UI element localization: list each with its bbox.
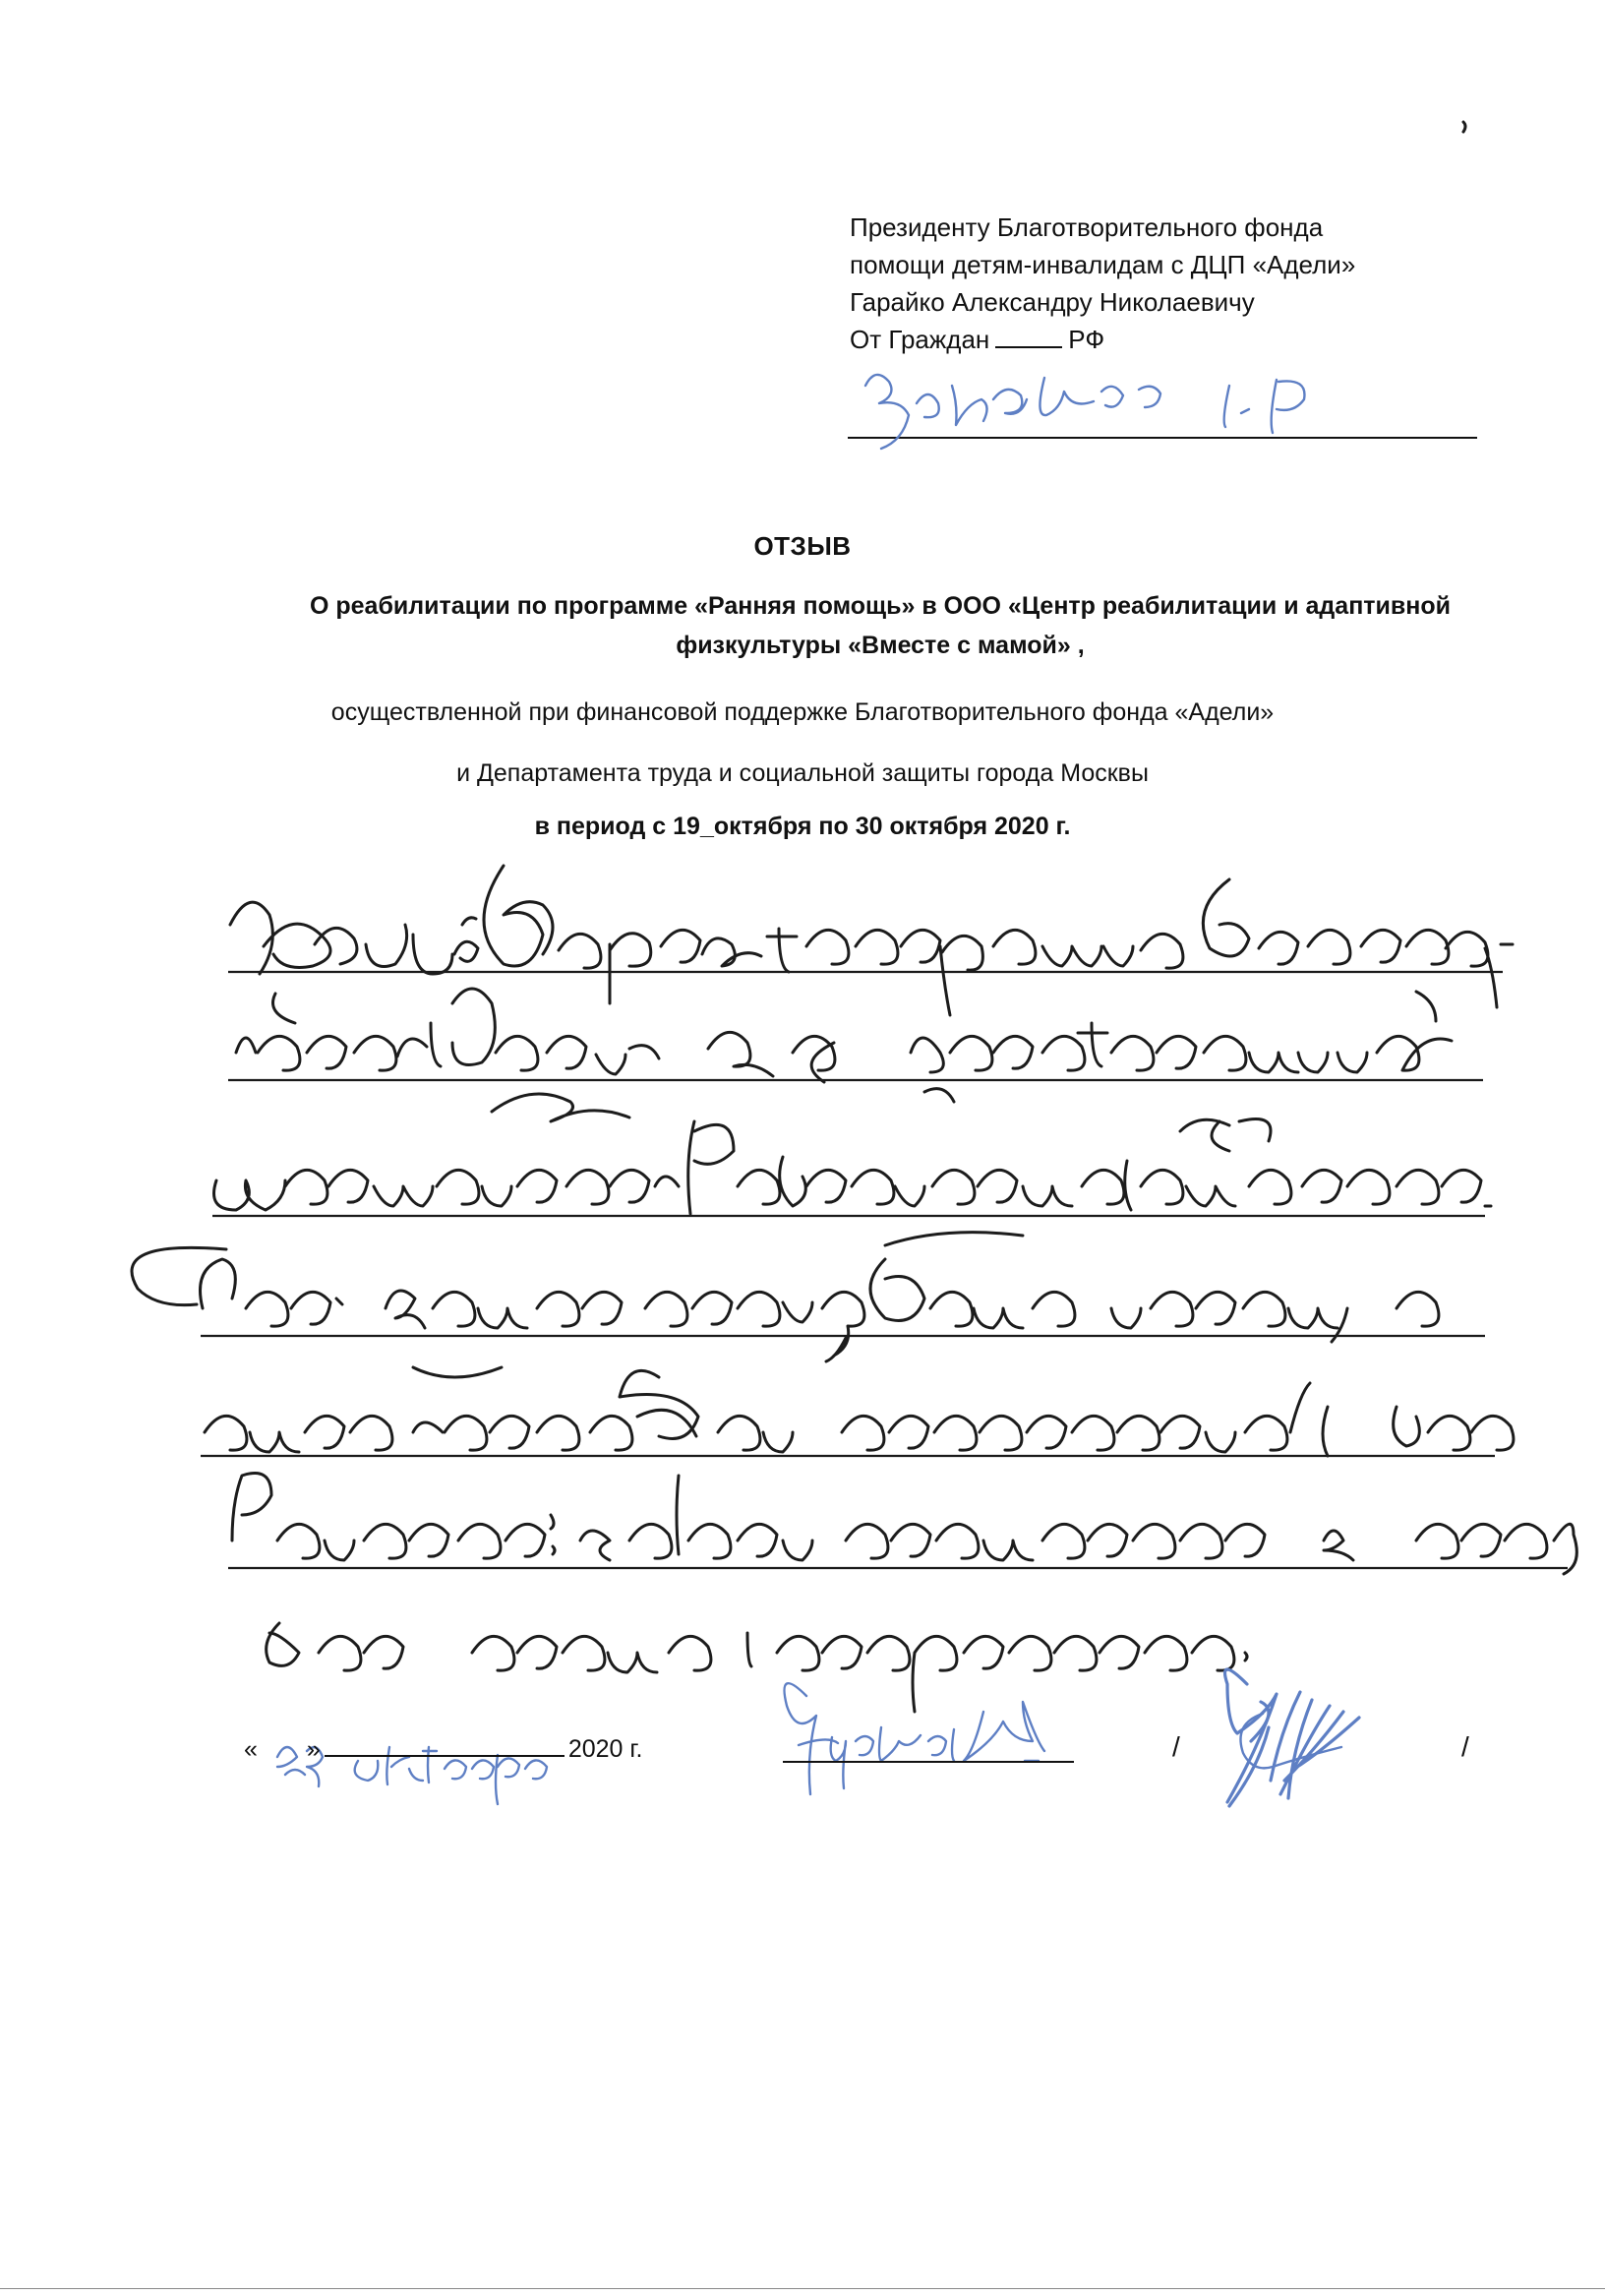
date-close-quote: » bbox=[306, 1735, 321, 1763]
signature-line bbox=[783, 1761, 1074, 1763]
month-blank bbox=[325, 1755, 565, 1757]
support-line: осуществленной при финансовой поддержке Благотворительного фонда «Адели» bbox=[330, 698, 1275, 726]
department-line: и Департамента труда и социальной защиты города Москвы bbox=[456, 759, 1149, 787]
date-row bbox=[244, 1735, 642, 1764]
rf-label: РФ bbox=[1068, 325, 1105, 354]
handwritten-lines bbox=[132, 866, 1576, 1712]
stray-mark bbox=[1463, 122, 1465, 132]
slash-right: / bbox=[1461, 1731, 1469, 1762]
document-subtitle: О реабилитации по программе «Ранняя помощь» в ООО «Центр реабилитации и адаптивной физкультуры «Вместе с мамой» , bbox=[309, 592, 1452, 659]
page-bottom-edge bbox=[0, 2288, 1605, 2289]
document-title: ОТЗЫВ bbox=[753, 531, 852, 561]
addressee-line-1: Президенту Благотворительного фонда bbox=[850, 212, 1324, 242]
year-text: 2020 г. bbox=[567, 1735, 643, 1763]
date-open-quote: « bbox=[244, 1735, 258, 1763]
sender-name-handwriting bbox=[865, 375, 1304, 449]
addressee-line-2: помощи детям-инвалидам с ДЦП «Адели» bbox=[850, 250, 1356, 279]
period-line: в период с 19_октября по 30 октября 2020 г. bbox=[534, 813, 1071, 840]
from-citizen-label: От Граждан bbox=[850, 325, 990, 354]
addressee-line-3: Гарайко Александру Николаевичу bbox=[850, 287, 1255, 317]
slash-left: / bbox=[1172, 1731, 1180, 1762]
bottom-signature bbox=[785, 1669, 1360, 1806]
